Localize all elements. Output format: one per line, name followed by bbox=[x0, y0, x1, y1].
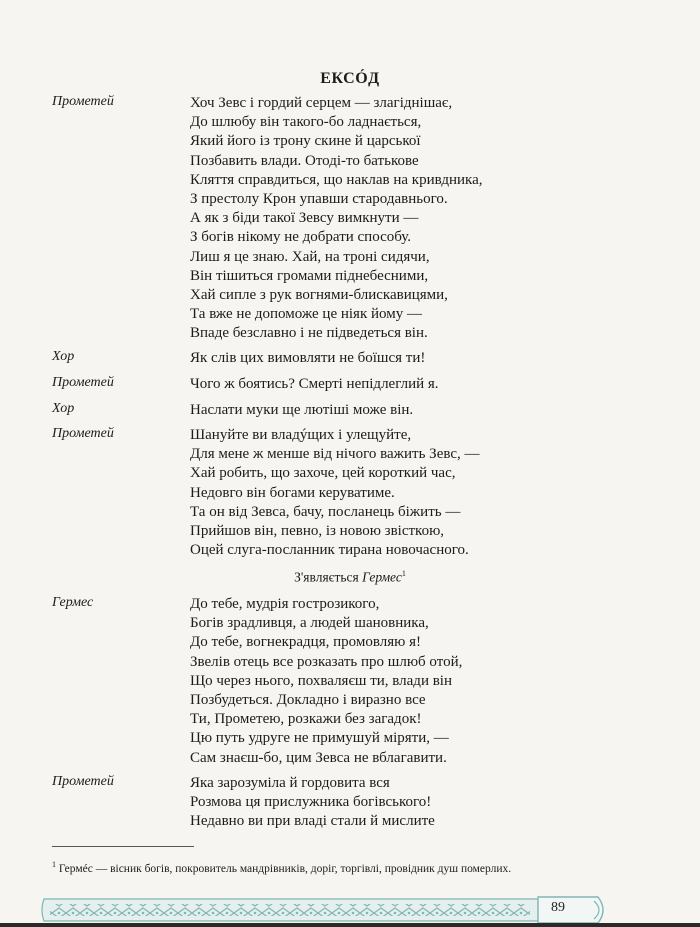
verse-line: Кляття справдиться, що наклав на кривдника, bbox=[190, 171, 483, 188]
verse-line: Та он від Зевса, бачу, посланець біжить — bbox=[190, 503, 461, 520]
verse-line: Хоч Зевс і гордий серцем — злагіднішає, bbox=[190, 95, 453, 111]
verse-line: Впаде безславно і не підведеться він. bbox=[190, 325, 428, 342]
verse-line: Прийшов він, певно, із новою звісткою, bbox=[190, 522, 445, 539]
speaker-name: Хор bbox=[52, 349, 75, 364]
verse-line: До тебе, мудрія гострозикого, bbox=[190, 596, 380, 612]
section-title: ЕКСÓД bbox=[320, 70, 380, 87]
verse-line: До шлюбу він такого-бо ладнається, bbox=[190, 114, 422, 131]
verse-line: Хай робить, що захоче, цей короткий час, bbox=[190, 465, 456, 482]
verse-line: Позбудеться. Докладно і виразно все bbox=[190, 691, 426, 708]
verse-lines bbox=[190, 774, 670, 832]
verse-line: Який його із трону скине й царської bbox=[190, 133, 421, 150]
ornamental-border bbox=[38, 895, 610, 925]
footnote bbox=[52, 860, 672, 875]
verse-line: Яка зарозуміла й гордовита вся bbox=[190, 775, 390, 791]
stage-direction bbox=[0, 569, 700, 586]
verse-line: До тебе, вогнекрадця, промовляю я! bbox=[190, 634, 421, 651]
page-number: 89 bbox=[551, 900, 565, 915]
verse-line: Та вже не допоможе це ніяк йому — bbox=[190, 306, 422, 323]
verse-lines bbox=[190, 426, 670, 560]
verse-lines bbox=[190, 595, 670, 768]
verse-line: Він тішиться громами піднебесними, bbox=[190, 267, 429, 284]
verse-line: Звелів отець все розказать про шлюб отой, bbox=[190, 653, 463, 670]
verse-line: Як слів цих вимовляти не боїшся ти! bbox=[190, 350, 426, 366]
speaker-name: Хор bbox=[52, 401, 75, 416]
verse-line: Богів зрадливця, а людей шановника, bbox=[190, 615, 429, 632]
verse-line: Розмова ця прислужника богівського! bbox=[190, 794, 432, 811]
verse-line: Цю путь удруге не примушуй міряти, — bbox=[190, 730, 449, 747]
verse-line: Лиш я це знаю. Хай, на троні сидячи, bbox=[190, 248, 430, 265]
stage-direction-character: Гермес bbox=[362, 569, 402, 585]
verse-lines bbox=[190, 349, 670, 368]
verse-line: А як з біди такої Зевсу вимкнути — bbox=[190, 210, 419, 227]
verse-line: Для мене ж менше від нічого важить Зевс, — bbox=[190, 446, 480, 463]
speaker-name: Прометей bbox=[52, 774, 114, 789]
bottom-strip bbox=[0, 923, 700, 927]
verse-line: Хай сипле з рук вогнями-блискавицями, bbox=[190, 286, 448, 303]
verse-line: З престолу Крон упавши стародавнього. bbox=[190, 190, 448, 207]
speaker-name: Прометей bbox=[52, 94, 114, 109]
speaker-name: Прометей bbox=[52, 426, 114, 441]
verse-lines bbox=[190, 94, 670, 343]
verse-lines bbox=[190, 375, 670, 394]
footnote-number: 1 bbox=[52, 860, 56, 869]
speaker-name: Прометей bbox=[52, 375, 114, 390]
verse-line: Наслати муки ще лютіші може він. bbox=[190, 402, 414, 418]
stage-direction-text: З'являється bbox=[294, 569, 363, 585]
footnote-divider bbox=[52, 846, 194, 847]
verse-line: Оцей слуга-посланник тирана новочасного. bbox=[190, 542, 469, 559]
footnote-text: Гермéс — вісник богів, покровитель мандрівників, доріг, торгівлі, провідник душ померлих. bbox=[56, 862, 512, 875]
verse-line: Позбавить влади. Отоді-то батькове bbox=[190, 152, 419, 169]
verse-line: Ти, Прометею, розкажи без загадок! bbox=[190, 711, 422, 728]
verse-lines bbox=[190, 401, 670, 420]
verse-line: Недавно ви при владі стали й мислите bbox=[190, 813, 435, 830]
verse-line: Шануйте ви владýщих і улещуйте, bbox=[190, 427, 412, 443]
speaker-name: Гермес bbox=[52, 595, 94, 610]
verse-line: Що через нього, похваляєш ти, влади він bbox=[190, 672, 452, 689]
verse-line: Чого ж боятись? Смерті непідлеглий я. bbox=[190, 376, 439, 392]
verse-line: Сам знаєш-бо, цим Зевса не вблагавити. bbox=[190, 749, 447, 766]
verse-line: Недовго він богами керуватиме. bbox=[190, 484, 395, 501]
footnote-marker: 1 bbox=[401, 569, 406, 578]
verse-line: З богів нікому не добрати способу. bbox=[190, 229, 412, 246]
